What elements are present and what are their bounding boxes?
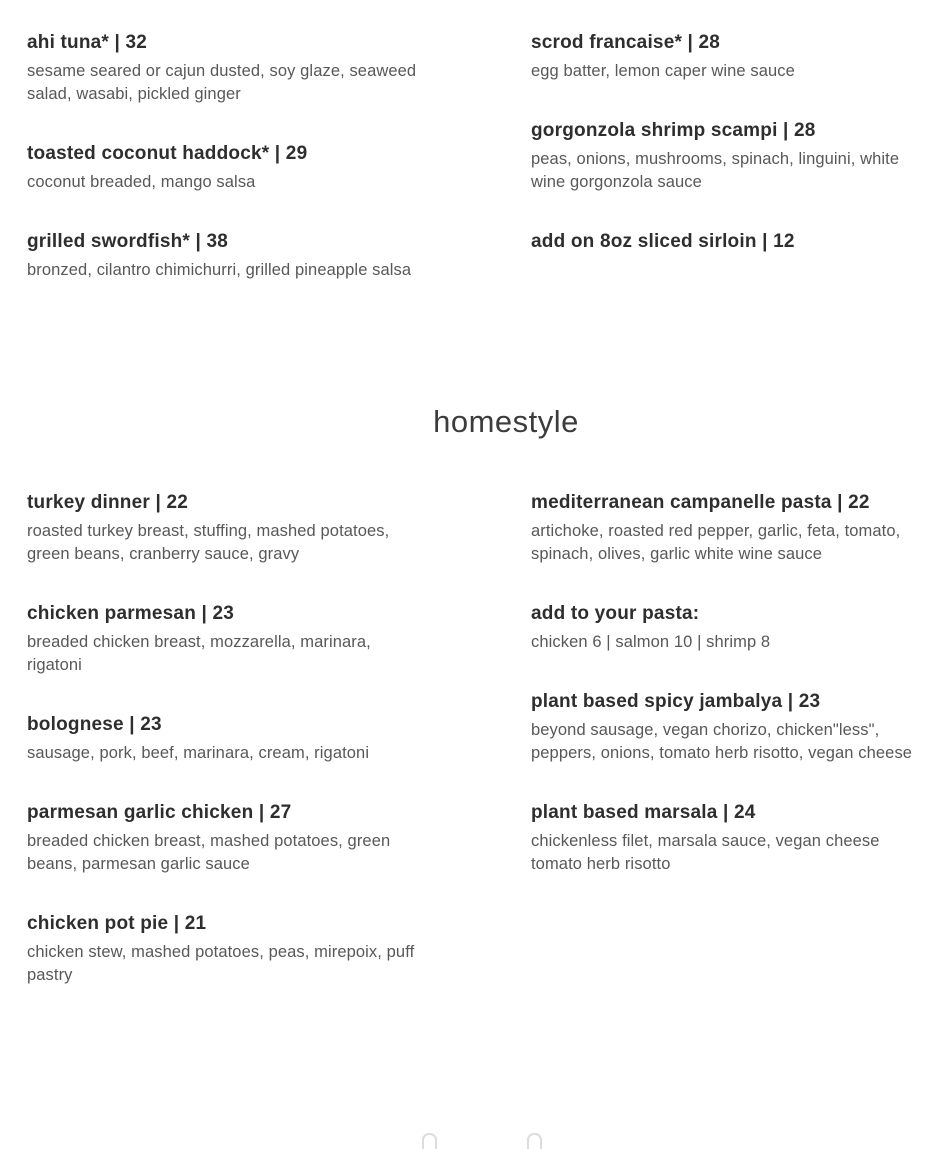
menu-item-title: bolognese | 23: [27, 714, 162, 735]
menu-item-add-to-your-pasta: [531, 602, 927, 654]
menu-item-title: add on 8oz sliced sirloin | 12: [531, 231, 795, 252]
menu-item-description: beyond sausage, vegan chorizo, chicken"less", peppers, onions, tomato herb risotto, vegan cheese: [531, 721, 913, 762]
homestyle-left-column: [27, 491, 423, 987]
menu-item-plant-based-spicy-jambalya: [531, 690, 927, 765]
menu-item-description: bronzed, cilantro chimichurri, grilled pineapple salsa: [27, 261, 412, 279]
section-homestyle: [27, 491, 935, 987]
menu-item-description: sausage, pork, beef, marinara, cream, rigatoni: [27, 744, 370, 762]
clipped-letter-fragment: [422, 1133, 437, 1149]
menu-item-description: peas, onions, mushrooms, spinach, linguini, white wine gorgonzola sauce: [531, 150, 900, 191]
menu-item-title: add to your pasta:: [531, 603, 700, 624]
homestyle-section-heading: homestyle: [433, 404, 579, 439]
homestyle-right-column: [531, 491, 927, 876]
menu-item-title: chicken parmesan | 23: [27, 603, 235, 624]
seafood-left-column: [27, 31, 423, 282]
menu-item-description: coconut breaded, mango salsa: [27, 173, 256, 191]
menu-item-title: toasted coconut haddock* | 29: [27, 143, 308, 164]
menu-item-description: sesame seared or cajun dusted, soy glaze, seaweed salad, wasabi, pickled ginger: [27, 62, 417, 103]
menu-item-title: plant based spicy jambalya | 23: [531, 691, 821, 712]
menu-item-description: artichoke, roasted red pepper, garlic, feta, tomato, spinach, olives, garlic white wine sauce: [531, 522, 901, 563]
menu-item-title: chicken pot pie | 21: [27, 913, 207, 934]
menu-item-turkey-dinner: [27, 491, 423, 566]
menu-item-toasted-coconut-haddock: [27, 142, 423, 194]
menu-item-title: grilled swordfish* | 38: [27, 231, 229, 252]
menu-item-description: egg batter, lemon caper wine sauce: [531, 62, 795, 80]
menu-item-bolognese: [27, 713, 423, 765]
menu-item-plant-based-marsala: [531, 801, 927, 876]
menu-item-chicken-parmesan: [27, 602, 423, 677]
menu-item-scrod-francaise: [531, 31, 927, 83]
seafood-right-column: [531, 31, 927, 253]
menu-item-title: mediterranean campanelle pasta | 22: [531, 492, 870, 513]
menu-item-title: ahi tuna* | 32: [27, 32, 148, 53]
menu-item-add-on-sliced-sirloin: [531, 230, 927, 253]
menu-item-description: breaded chicken breast, mozzarella, marinara, rigatoni: [27, 633, 371, 674]
menu-item-mediterranean-campanelle-pasta: [531, 491, 927, 566]
menu-item-title: gorgonzola shrimp scampi | 28: [531, 120, 816, 141]
menu-item-parmesan-garlic-chicken: [27, 801, 423, 876]
menu-item-title: plant based marsala | 24: [531, 802, 756, 823]
menu-item-description: chicken 6 | salmon 10 | shrimp 8: [531, 633, 771, 651]
menu-item-description: breaded chicken breast, mashed potatoes, green beans, parmesan garlic sauce: [27, 832, 391, 873]
menu-item-title: parmesan garlic chicken | 27: [27, 802, 292, 823]
clipped-letter-fragment: [527, 1133, 542, 1149]
menu-item-title: scrod francaise* | 28: [531, 32, 721, 53]
menu-item-chicken-pot-pie: [27, 912, 423, 987]
menu-item-gorgonzola-shrimp-scampi: [531, 119, 927, 194]
menu-item-description: roasted turkey breast, stuffing, mashed potatoes, green beans, cranberry sauce, gravy: [27, 522, 390, 563]
menu-item-ahi-tuna: [27, 31, 423, 106]
section-seafood-entrees: [27, 31, 935, 282]
menu-item-title: turkey dinner | 22: [27, 492, 188, 513]
menu-item-description: chicken stew, mashed potatoes, peas, mirepoix, puff pastry: [27, 943, 415, 984]
menu-item-description: chickenless filet, marsala sauce, vegan cheese tomato herb risotto: [531, 832, 880, 873]
menu-item-grilled-swordfish: [27, 230, 423, 282]
